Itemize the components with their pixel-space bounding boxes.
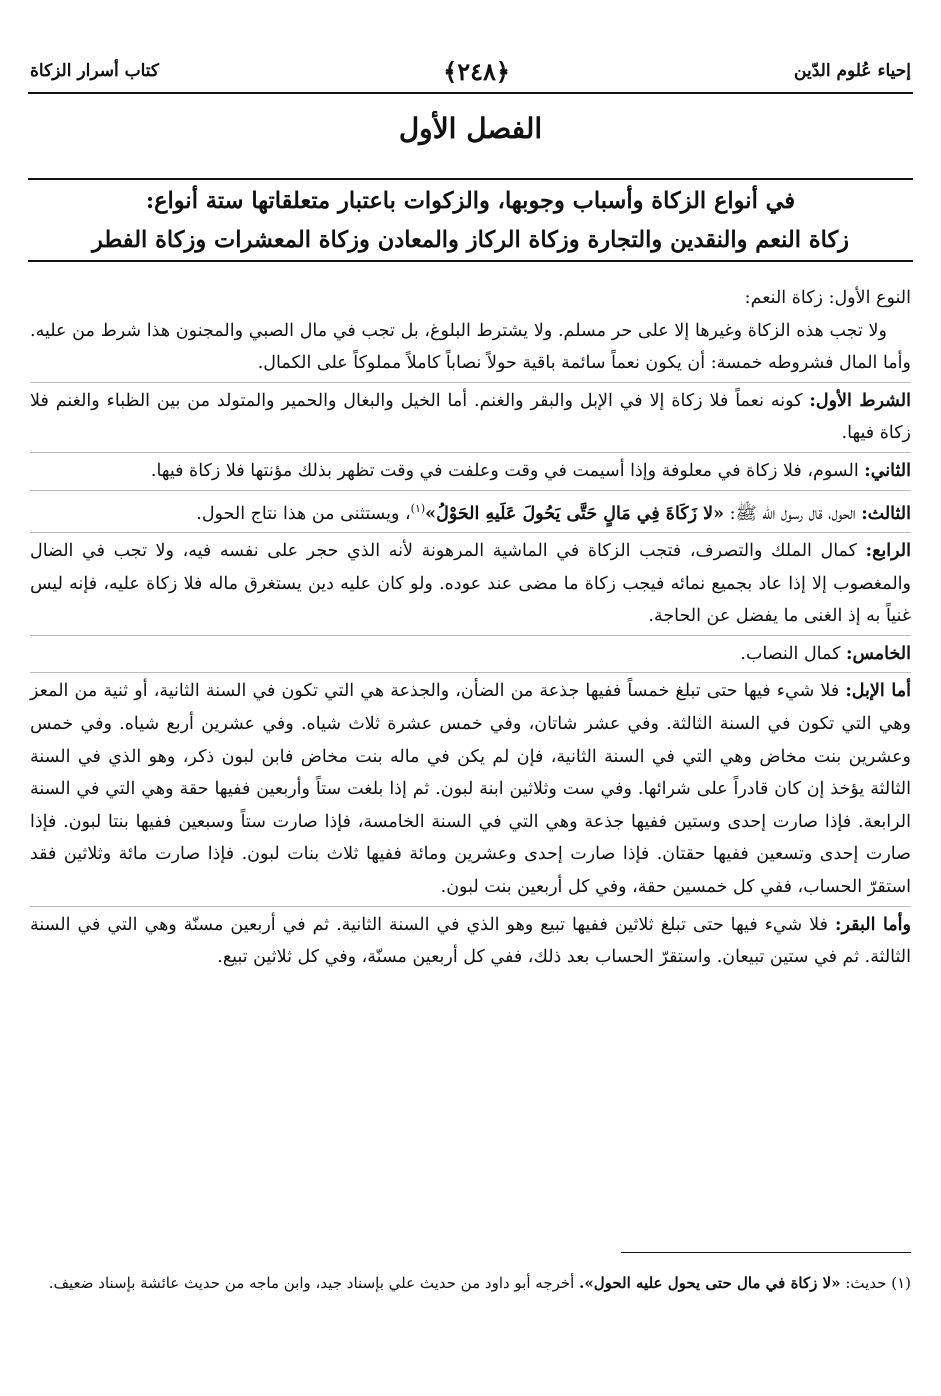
condition-3-text-b: ، ويستثنى من هذا نتاج الحول. — [196, 503, 411, 524]
condition-1-paragraph — [30, 382, 911, 450]
cattle-paragraph — [30, 906, 911, 974]
condition-4-paragraph — [30, 532, 911, 633]
page-number-value: ٢٤٨ — [457, 56, 496, 86]
footnote — [30, 1268, 911, 1299]
condition-2-text: السوم، فلا زكاة في معلوفة وإذا أسيمت في وقت وعلفت في وقت تظهر بذلك مؤنتها فلا زكاة فيها. — [150, 460, 859, 481]
hadith-quote: «لا زَكَاةَ فِي مَالٍ حَتَّى يَحُولَ عَلَيهِ الحَوْلُ» — [425, 503, 725, 524]
footnote-rule — [621, 1252, 911, 1253]
section-heading-line1: في أنواع الزكاة وأسباب وجوبها، والزكوات باعتبار متعلقاتها ستة أنواع: — [145, 188, 796, 214]
cattle-label: وأما البقر: — [835, 914, 911, 935]
condition-3-text-a: الحول، قال رسول الله ﷺ: — [729, 503, 856, 524]
footnote-hadith: «لا زكاة في مال حتى يحول عليه الحول». — [579, 1274, 841, 1292]
footnote-number: (١) — [891, 1274, 911, 1292]
book-title: إحياء عُلوم الدّين — [794, 61, 911, 81]
chapter-name: كتاب أسرار الزكاة — [30, 61, 159, 81]
condition-2-paragraph — [30, 452, 911, 488]
condition-5-text: كمال النصاب. — [740, 643, 841, 664]
camels-paragraph — [30, 672, 911, 903]
type-1-text: زكاة النعم: — [744, 288, 823, 308]
footnote-ref[interactable]: (١) — [410, 501, 426, 515]
section-heading-line2: زكاة النعم والنقدين والتجارة وزكاة الركاز والمعادن وزكاة المعشرات وزكاة الفطر — [91, 227, 850, 253]
page-number: ﴿٢٤٨﴾ — [443, 56, 510, 86]
condition-3-label: الثالث: — [861, 503, 911, 524]
footnote-text-b: أخرجه أبو داود من حديث علي بإسناد جيد، وابن ماجه من حديث عائشة بإسناد ضعيف. — [48, 1274, 575, 1292]
chapter-title: الفصل الأول — [398, 112, 543, 145]
main-text — [30, 282, 911, 974]
header-rule — [28, 92, 913, 94]
camels-text: فلا شيء فيها حتى تبلغ خمساً ففيها جذعة من الضأن، والجذعة هي التي تكون في السنة الثانية، أو ثنية من المعز وهي التي تكون في السنة الثالثة. وفي عشر شاتان، وفي خمس عشرة ثلاث شياه. وفي عشرين أربع شياه. وفي خمس وعشرين بنت مخاض وهي التي في السنة الثانية، فإن لم يكن في ماله بنت مخاض فابن لبون ذكر، وهو الذي في السنة الثالثة يؤخذ إن كان قادراً على شرائها. وفي ست وثلاثين ابنة لبون. ثم إذا بلغت ستاً وأربعين ففيها حقة وهي التي في السنة الرابعة. فإذا صارت إحدى وستين ففيها جذعة وهي التي في السنة الخامسة، فإذا صارت ستاً وسبعين ففيها بنتا لبون. فإذا صارت إحدى وتسعين ففيها حقتان. فإذا صارت إحدى وعشرين ومائة ففيها ثلاث بنات لبون. فإذا صارت مائة وثلاثين فقد استقرّ الحساب، ففي كل خمسين حقة، وفي كل أربعين بنت لبون. — [30, 681, 911, 897]
section-heading — [28, 178, 913, 262]
condition-5-label: الخامس: — [846, 643, 911, 664]
condition-1-text: كونه نعماً فلا زكاة إلا في الإبل والبقر والغنم. أما الخيل والبغال والحمير والمتولد من بين الظباء والغنم فلا زكاة فيها. — [30, 390, 911, 444]
running-header — [30, 52, 911, 90]
condition-3-paragraph — [30, 490, 911, 530]
condition-2-label: الثاني: — [864, 460, 911, 481]
type-1-label: النوع الأول: — [828, 288, 911, 308]
condition-5-paragraph — [30, 635, 911, 671]
camels-label: أما الإبل: — [845, 681, 911, 702]
cattle-text: فلا شيء فيها حتى تبلغ ثلاثين ففيها تبيع وهو الذي في السنة الثانية. ثم في أربعين مسنّة وهي التي في السنة الثالثة. ثم في ستين تبيعان. واستقرّ الحساب بعد ذلك، ففي كل أربعين مسنّة، وفي كل ثلاثين تبيع. — [30, 914, 911, 968]
intro-paragraph: ولا تجب هذه الزكاة وغيرها إلا على حر مسلم. ولا يشترط البلوغ، بل تجب في مال الصبي والمجنون هذا شرط من عليه. وأما المال فشروطه خمسة: أن يكون نعماً سائمة باقية حولاً نصاباً كاملاً مملوكاً على الكمال. — [30, 320, 911, 374]
condition-1-label: الشرط الأول: — [809, 390, 911, 411]
footnote-text-a: حديث: — [845, 1274, 887, 1292]
condition-4-label: الرابع: — [865, 540, 911, 561]
condition-4-text: كمال الملك والتصرف، فتجب الزكاة في الماشية المرهونة لأنه الذي حجر على نفسه فيه، ولا تجب في الضال والمغصوب إلا إذا عاد بجميع نمائه فيجب زكاة ما مضى عند عوده. ولو كان عليه دين يستغرق ماله فلا زكاة عليه، فإنه ليس غنياً به إذ الغنى ما يفضل عن الحاجة. — [30, 540, 911, 627]
type-1-paragraph — [30, 282, 911, 315]
